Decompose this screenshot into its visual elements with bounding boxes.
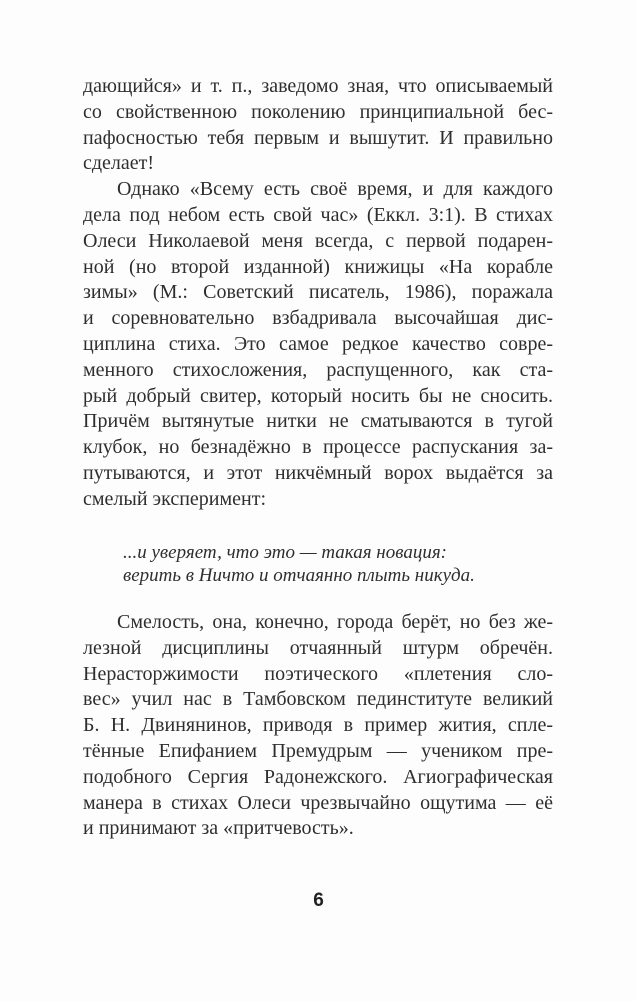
- text-line: Однако «Всему есть своё время, и для каждого: [117, 178, 553, 201]
- text-line: и соревновательно взбадривала высочайшая дис-: [83, 307, 553, 330]
- text-line: клубок, но безнадёжно в процессе распускания за-: [83, 436, 553, 459]
- quote-line: ...и уверяет, что это — такая новация:: [123, 542, 448, 563]
- text-line: Б. Н. Двинянинов, приводя в пример жития, спле-: [83, 714, 553, 737]
- text-line: тённые Епифанием Премудрым — учеником пре-: [83, 739, 553, 762]
- text-block-2: [83, 610, 553, 842]
- text-line: ной (но второй изданной) книжицы «На корабле: [83, 255, 553, 278]
- text-line: лезной дисциплины отчаянный штурм обречён.: [83, 636, 553, 659]
- text-line: сделает!: [83, 152, 155, 175]
- text-line: Олеси Николаевой меня всегда, с первой подарен-: [83, 229, 553, 252]
- text-line: Нерасторжимости поэтического «плетения сло-: [83, 662, 553, 685]
- text-line: зимы» (М.: Советский писатель, 1986), поражала: [83, 281, 553, 304]
- text-line: и принимают за «притчевость».: [83, 817, 354, 840]
- text-line: подобного Сергия Радонежского. Агиографическая: [83, 765, 553, 788]
- text-line: дела под небом есть свой час» (Еккл. 3:1). В стихах: [83, 203, 553, 226]
- text-line: Смелость, она, конечно, города берёт, но без же-: [117, 611, 553, 633]
- text-line: со свойственною поколению принципиальной бес-: [83, 100, 553, 123]
- text-block-1: [83, 74, 553, 513]
- text-line: вес» учил нас в Тамбовском пединституте великий: [83, 688, 553, 711]
- text-line: дающийся» и т. п., заведомо зная, что описываемый: [83, 75, 553, 97]
- text-line: пафосностью тебя первым и вышутит. И правильно: [83, 126, 553, 149]
- text-line: манера в стихах Олеси чрезвычайно ощутима — её: [83, 791, 553, 814]
- text-line: циплина стиха. Это самое редкое качество совре-: [83, 332, 553, 355]
- poem-quote: [123, 542, 553, 587]
- text-line: менного стихосложения, распущенного, как ста-: [83, 358, 553, 381]
- text-line: рый добрый свитер, который носить бы не сносить.: [83, 384, 553, 407]
- quote-line: верить в Ничто и отчаянно плыть никуда.: [123, 564, 475, 586]
- text-line: смелый эксперимент:: [83, 487, 267, 510]
- text-line: путываются, и этот никчёмный ворох выдаётся за: [83, 461, 553, 484]
- text-line: Причём вытянутые нитки не сматываются в тугой: [83, 410, 553, 433]
- page-number: 6: [313, 890, 324, 911]
